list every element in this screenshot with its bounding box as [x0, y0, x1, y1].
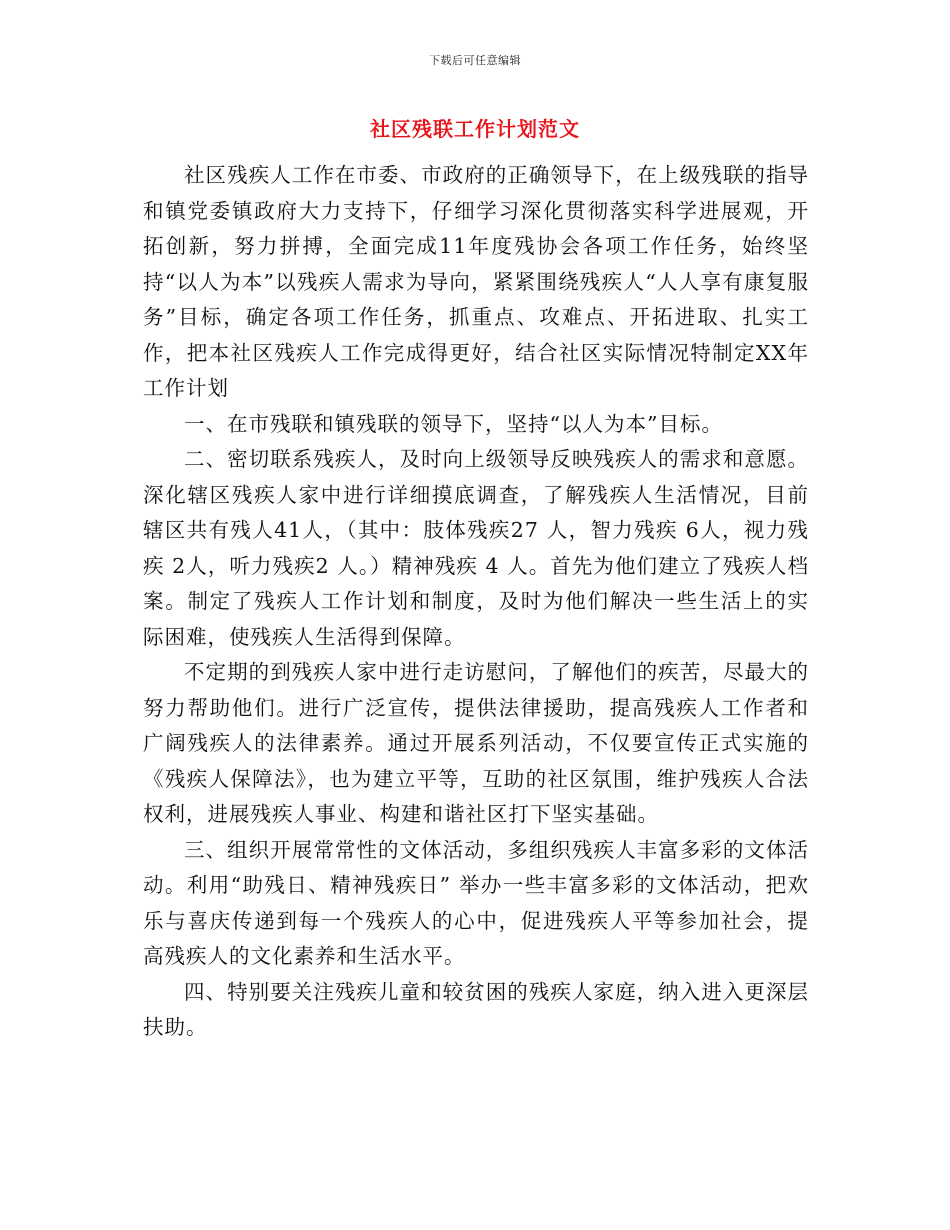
- document-body: [143, 158, 809, 1046]
- paragraph-visits: 不定期的到残疾人家中进行走访慰问，了解他们的疾苦，尽最大的努力帮助他们。进行广泛宣传，提供法律援助，提高残疾人工作者和广阔残疾人的法律素养。通过开展系列活动，不仅要宣传正式实施的《残疾人保障法》，也为建立平等，互助的社区氛围，维护残疾人合法权利，进展残疾人事业、构建和谐社区打下坚实基础。: [143, 660, 809, 826]
- paragraph-item-4: 四、特别要关注残疾儿童和较贫困的残疾人家庭，纳入进入更深层扶助。: [143, 979, 809, 1039]
- paragraph-item-3: 三、组织开展常常性的文体活动，多组织残疾人丰富多彩的文体活动。利用“助残日、精神残疾日” 举办一些丰富多彩的文体活动，把欢乐与喜庆传递到每一个残疾人的心中，促进残疾人平等参加社会，提高残疾人的文化素养和生活水平。: [143, 837, 809, 968]
- header-note: 下载后可任意编辑: [429, 54, 521, 67]
- paragraph-item-2: 二、密切联系残疾人，及时向上级领导反映残疾人的需求和意愿。深化辖区残疾人家中进行详细摸底调查，了解残疾人生活情况，目前辖区共有残人41人，（其中：肢体残疾27 人，智力残疾 6人，视力残疾 2人，听力残疾2 人。）精神残疾 4 人。首先为他们建立了残疾人档案。制定了残疾人工作计划和制度，及时为他们解决一些生活上的实际困难，使残疾人生活得到保障。: [143, 447, 809, 649]
- paragraph-item-1: 一、在市残联和镇残联的领导下，坚持“以人为本”目标。: [184, 411, 723, 436]
- document-title: 社区残联工作计划范文: [370, 117, 580, 141]
- paragraph-intro: 社区残疾人工作在市委、市政府的正确领导下，在上级残联的指导和镇党委镇政府大力支持下，仔细学习深化贯彻落实科学进展观，开拓创新，努力拼搏，全面完成11年度残协会各项工作任务，始终坚持“以人为本”以残疾人需求为导向，紧紧围绕残疾人“人人享有康复服务”目标，确定各项工作任务，抓重点、攻难点、开拓进取、扎实工作，把本社区残疾人工作完成得更好，结合社区实际情况特制定XX年工作计划: [143, 163, 809, 400]
